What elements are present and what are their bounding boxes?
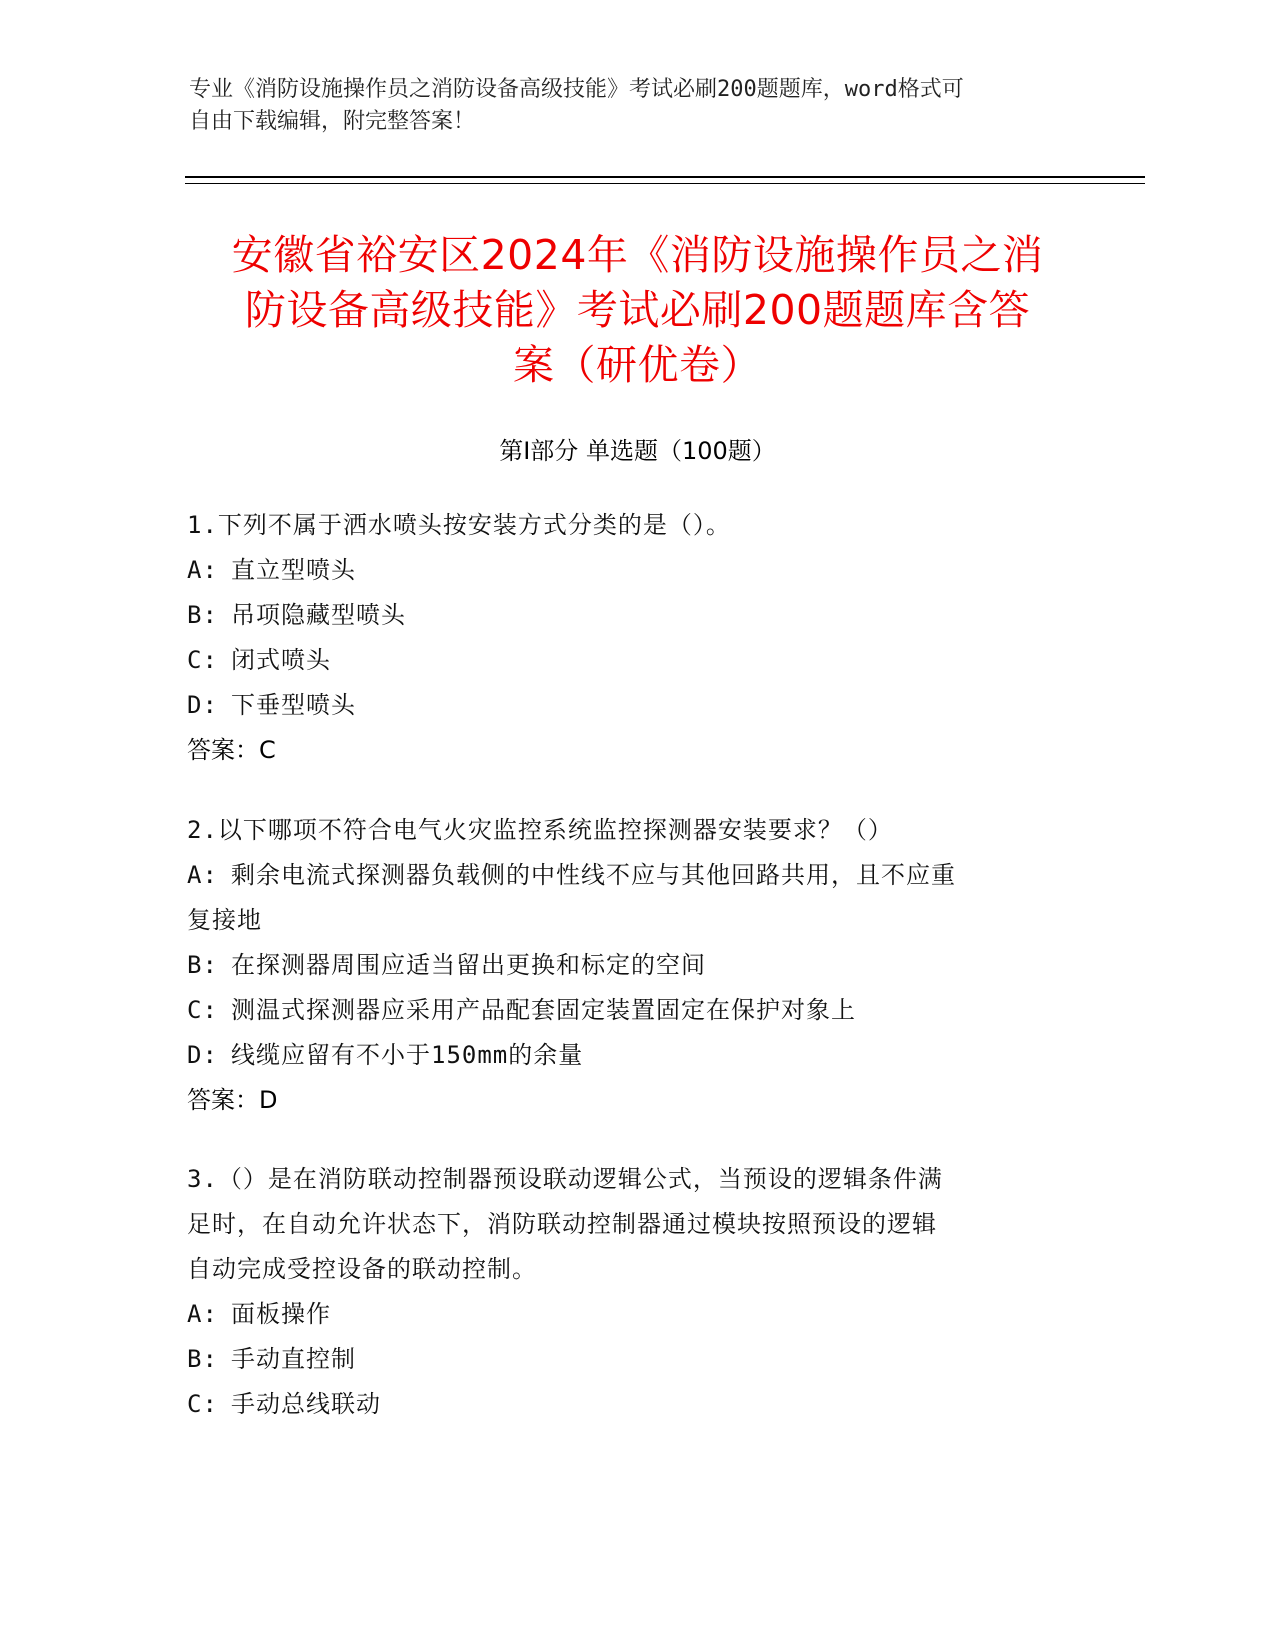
- option-letter: D:: [187, 691, 218, 719]
- section-heading: 第Ⅰ部分 单选题（100题）: [499, 437, 776, 465]
- option-a: [187, 1292, 1067, 1337]
- option-c: [187, 1382, 1067, 1427]
- header-note-line: 自由下载编辑，附完整答案！: [189, 109, 476, 134]
- answer-key: 答案：D: [187, 1086, 278, 1114]
- header-note-line: 专业《消防设施操作员之消防设备高级技能》考试必刷200题题库，word格式可: [189, 77, 964, 102]
- option-text: 面板操作: [231, 1300, 331, 1328]
- option-text: 手动总线联动: [231, 1390, 381, 1418]
- option-text: 线缆应留有不小于150mm的余量: [231, 1041, 584, 1069]
- question-stem: 1.下列不属于洒水喷头按安装方式分类的是（）。: [187, 511, 731, 539]
- option-b: [187, 593, 1067, 638]
- header-note: [189, 74, 1069, 138]
- option-letter: A:: [187, 861, 218, 889]
- option-a: [187, 548, 1067, 593]
- option-letter: A:: [187, 556, 218, 584]
- option-a-continued: 复接地: [187, 906, 262, 934]
- option-letter: B:: [187, 601, 218, 629]
- option-text: 剩余电流式探测器负载侧的中性线不应与其他回路共用，且不应重: [231, 861, 956, 889]
- option-text: 吊项隐藏型喷头: [231, 601, 406, 629]
- option-text: 下垂型喷头: [231, 691, 356, 719]
- option-c: [187, 988, 1067, 1033]
- option-letter: D:: [187, 1041, 218, 1069]
- option-a: [187, 853, 1067, 898]
- option-letter: B:: [187, 951, 218, 979]
- title-line: 安徽省裕安区2024年《消防设施操作员之消: [231, 231, 1044, 279]
- option-b: [187, 943, 1067, 988]
- option-b: [187, 1337, 1067, 1382]
- option-letter: C:: [187, 996, 218, 1024]
- header-divider-thick: [185, 176, 1145, 178]
- option-text: 测温式探测器应采用产品配套固定装置固定在保护对象上: [231, 996, 856, 1024]
- question-1: [187, 503, 1067, 773]
- option-letter: A:: [187, 1300, 218, 1328]
- option-text: 闭式喷头: [231, 646, 331, 674]
- question-stem: 足时，在自动允许状态下，消防联动控制器通过模块按照预设的逻辑: [187, 1210, 937, 1238]
- option-d: [187, 1033, 1067, 1078]
- answer-key: 答案：C: [187, 736, 276, 764]
- question-stem: 3.（）是在消防联动控制器预设联动逻辑公式，当预设的逻辑条件满: [187, 1165, 943, 1193]
- option-d: [187, 683, 1067, 728]
- title-line: 防设备高级技能》考试必刷200题题库含答: [244, 286, 1031, 334]
- question-stem: 自动完成受控设备的联动控制。: [187, 1255, 537, 1283]
- header-divider-thin: [185, 183, 1145, 184]
- option-letter: B:: [187, 1345, 218, 1373]
- option-letter: C:: [187, 646, 218, 674]
- option-letter: C:: [187, 1390, 218, 1418]
- option-c: [187, 638, 1067, 683]
- title-line: 案（研优卷）: [513, 341, 762, 389]
- option-text: 手动直控制: [231, 1345, 356, 1373]
- option-text: 在探测器周围应适当留出更换和标定的空间: [231, 951, 706, 979]
- question-stem: 2.以下哪项不符合电气火灾监控系统监控探测器安装要求？（）: [187, 816, 893, 844]
- option-text: 直立型喷头: [231, 556, 356, 584]
- document-title: [150, 228, 1125, 393]
- question-2: [187, 808, 1067, 1123]
- question-3: [187, 1157, 1067, 1427]
